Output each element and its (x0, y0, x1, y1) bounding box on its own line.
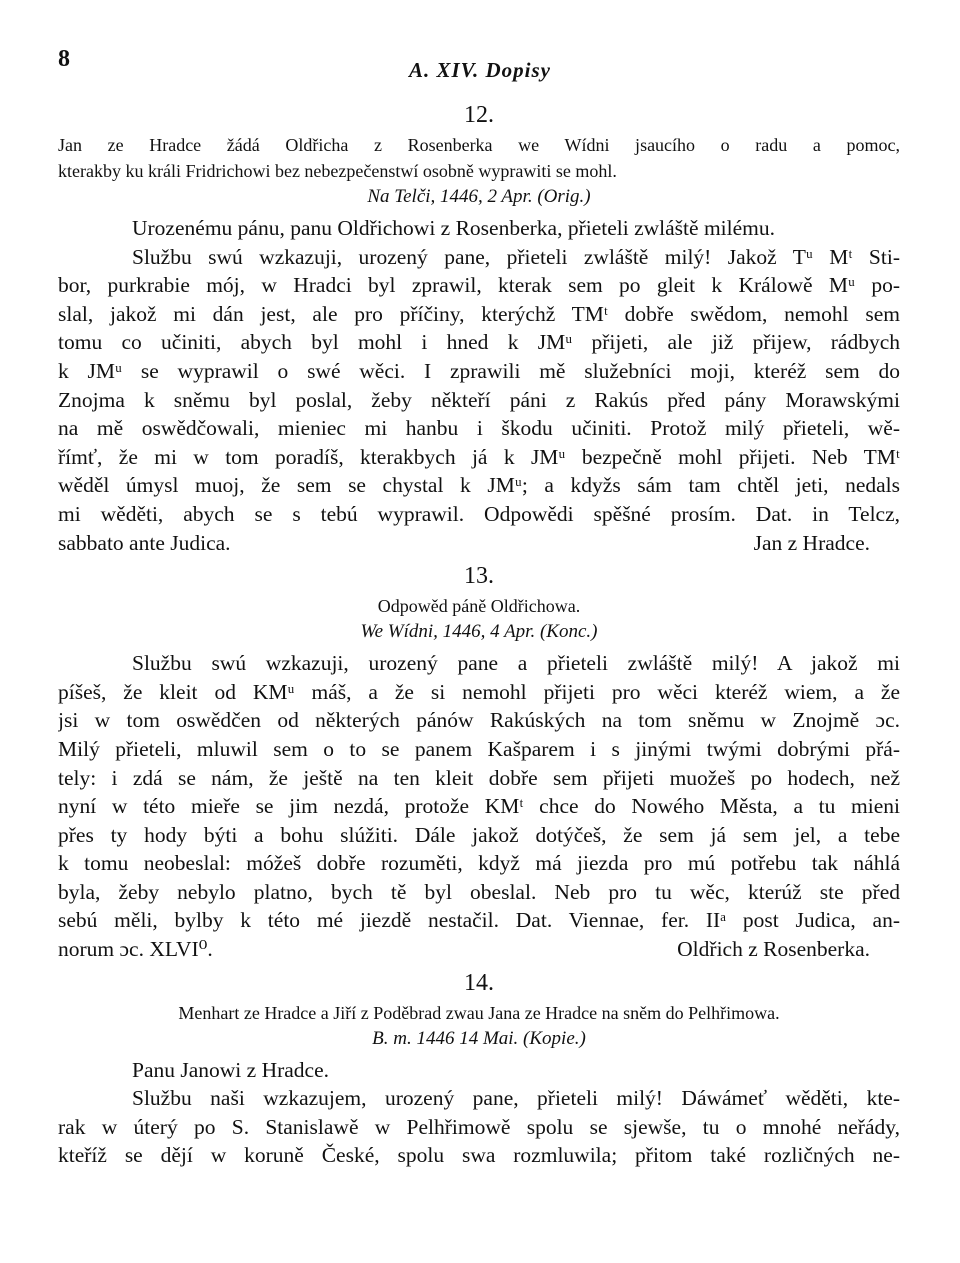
document-number: 14. (464, 969, 494, 996)
closing-text: norum ɔc. XLVI⁰. (58, 937, 213, 962)
text-line: bor, purkrabie mój, w Hradci byl zprawil, kterak sem po gleit k Králowě Mᵘ po- (58, 273, 900, 298)
letter-13 (58, 559, 900, 964)
dateline: B. m. 1446 14 Mai. (Kopie.) (372, 1027, 586, 1049)
text-line: píšeš, že kleit od KMᵘ máš, a že si nemohl přijeti pro wěci kteréž wiem, a že (58, 679, 900, 704)
letter-text (58, 214, 900, 557)
address-line: Urozenému pánu, panu Oldřichowi z Rosenberka, přieteli zwláště milému. (132, 216, 776, 240)
text-line: tely: i zdá se nám, že ještě na ten kleit dobře sem přijeti muožeš po hodech, než (58, 765, 900, 790)
text-line: sebú měli, bylby k této mé jiezdě nestačil. Dat. Viennae, fer. IIᵃ post Judica, an- (58, 908, 900, 933)
closing-line (58, 935, 900, 964)
document-summary (58, 593, 900, 619)
signature: Oldřich z Rosenberka. (677, 937, 870, 962)
closing-line (58, 529, 900, 558)
text-line: tomu co učiniti, abych byl mohl i hned k JMᵘ přijeti, ale již přijew, rádbych (58, 330, 900, 355)
document-summary (58, 1000, 900, 1026)
text-line: slal, jakož mi dán jest, ale pro příčiny, kterýchž TMᵗ dobře swědom, nemohl sem (58, 301, 900, 326)
signature: Jan z Hradce. (753, 530, 870, 555)
text-line: rak w úterý po S. Stanislawě w Pelhřimowě spolu se sjewše, tu o mnohé neřády, (58, 1114, 900, 1139)
document-summary (58, 132, 900, 184)
summary-line: kterakby ku králi Fridrichowi bez nebezpečenstwí osobně wyprawiti se mohl. (58, 161, 617, 181)
text-line: kteříž se dějí w koruně České, spolu swa rozmluwila; přitom také rozličných ne- (58, 1143, 900, 1168)
text-line: Službu swú wzkazuji, urozený pane, přieteli zwláště milý! Jakož Tᵘ Mᵗ Sti- (132, 244, 900, 269)
text-line: Milý přieteli, mluwil sem o to se panem Kašparem i s jinými twými dobrými přá- (58, 736, 900, 761)
text-line: k JMᵘ se wyprawil o swé wěci. I zprawili mě služebníci moji, kteréž sem do (58, 358, 900, 383)
text-line: wěděl úmysl muoj, že sem se chystal k JMᵘ; a kdyžs sám tam chtěl jeti, nedals (58, 473, 900, 498)
letter-text (58, 649, 900, 964)
text-line: Službu swú wzkazuji, urozený pane a přieteli zwláště milý! A jakož mi (132, 651, 900, 676)
text-line: k tomu neobeslal: móžeš dobře rozuměti, když má jiezda pro mú potřebu tak náhlá (58, 851, 900, 876)
page-body (58, 96, 900, 1170)
text-line: Službu naši wzkazujem, urozený pane, přieteli milý! Dáwámeť wěděti, kte- (132, 1086, 900, 1111)
text-line: římť, že mi w tom poradíš, kterakbych já k JMᵘ bezpečně mohl přijeti. Neb TMᵗ (58, 444, 900, 469)
page-number: 8 (58, 46, 70, 72)
running-title: A. XIV. Dopisy (409, 58, 551, 82)
text-line: jsi w tom oswědčen od některých pánów Rakúských na tom sněmu w Znojmě ɔc. (58, 708, 900, 733)
summary-line: Odpowěd páně Oldřichowa. (377, 596, 581, 617)
dateline: We Wídni, 1446, 4 Apr. (Konc.) (360, 621, 598, 643)
document-number: 13. (464, 563, 494, 590)
address-line: Panu Janowi z Hradce. (132, 1057, 330, 1082)
text-line: Znojma k sněmu byl poslal, žeby někteří páni z Rakús před pány Morawskými (58, 387, 900, 412)
text-line: nyní w této mieře se jim nezdá, protože KMᵗ chce do Nowého Města, a tu mieni (58, 794, 900, 819)
summary-line: Menhart ze Hradce a Jiří z Poděbrad zwau Jana ze Hradce na sněm do Pelhřimowa. (178, 1002, 780, 1023)
document-number: 12. (464, 102, 494, 128)
letter-12 (58, 98, 900, 557)
letter-14 (58, 966, 900, 1170)
text-line: na mě oswědčowali, mieniec mi hanbu i škodu učiniti. Protož milý přieteli, wě- (58, 416, 900, 441)
text-line: byla, žeby nebylo platno, bych tě byl obeslal. Neb pro tu wěc, kterúž ste před (58, 879, 900, 904)
text-line: přes ty hody býti a bohu slúžiti. Dále jakož dotýčeš, že sem já sem jel, a tebe (58, 822, 900, 847)
letter-text (58, 1056, 900, 1170)
closing-text: sabbato ante Judica. (58, 530, 231, 555)
summary-line: Jan ze Hradce žádá Oldřicha z Rosenberka we Wídni jsaucího o radu a pomoc, (58, 135, 900, 155)
text-line: mi wěděti, abych se s tebú wyprawil. Odpowědi spěšné prosím. Dat. in Telcz, (58, 501, 900, 526)
dateline: Na Telči, 1446, 2 Apr. (Orig.) (367, 186, 591, 207)
